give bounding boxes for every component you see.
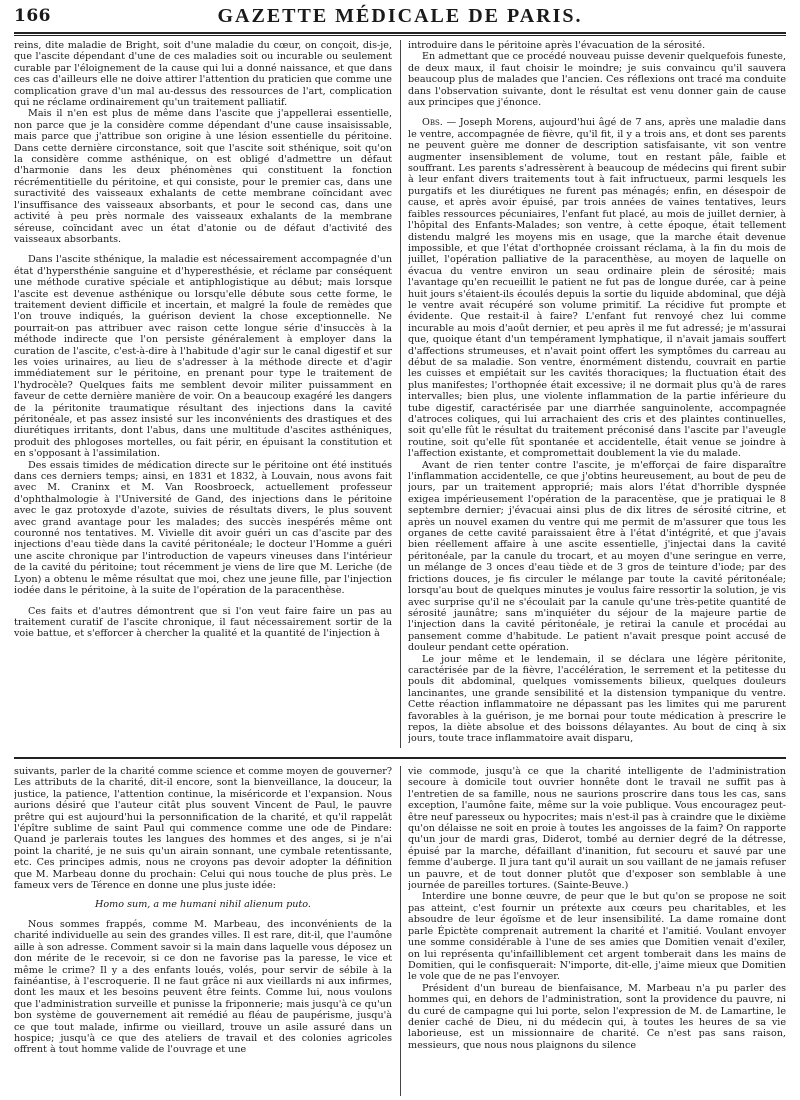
observation-label: Obs.: [422, 117, 443, 129]
article-column-left: [14, 40, 392, 748]
paragraph: Des essais timides de médication directe sur le péritoine ont été institués dans ces derniers temps; ainsi, en 1831 et 1832, à Louvain, nous avons fait avec M. Craninx et M. Van Roosbroeck, actuellement professeur d'ophthalmologie à l'Université de Gand, des injections dans le péritoine avec le gaz protoxyde d'azote, suivies de résultats divers, le plus souvent avec grand avantage pour les malades; des succès inespérés même ont couronné nos tentatives. M. Vivielle dit avoir guéri un cas d'ascite par des injections d'eau tiède dans la cavité péritonéale; le docteur l'Homme a guéri une ascite chronique par l'introduction de vapeurs vineuses dans l'intérieur de la cavité du péritoine; tout récemment je viens de lire que M. Leriche (de Lyon) a obtenu le même résultat que moi, chez une jeune fille, par l'injection iodée dans le péritoine, à la suite de l'opération de la paracenthèse.: [14, 459, 392, 597]
page-header: [14, 4, 786, 32]
page-number: 166: [14, 6, 51, 26]
paragraph: Avant de rien tenter contre l'ascite, je m'efforçai de faire disparaître l'inflammation accidentelle, ce que j'obtins heureusement, au bout de peu de jours, par un traitement approprié; mais alors l'état d'horrible dyspnée exigea impérieusement l'opération de la paracentèse, que je pratiquai le 8 septembre dernier; j'évacuai ainsi plus de dix litres de sérosité citrine, et après un nouvel examen du ventre qui me permit de m'assurer que tous les organes de cette cavité paraissaient être à l'état d'intégrité, et que j'avais bien réellement affaire à une ascite essentielle, j'injectai dans la cavité péritonéale, par la canule du trocart, et au moyen d'une seringue en verre, un mélange de 3 onces d'eau tiède et de 3 gros de teinture d'iode; par des frictions douces, je fis circuler le mélange par toute la cavité péritonéale; lorsqu'au bout de quelques minutes je voulus faire ressortir la solution, je vis avec surprise qu'il ne s'écoulait par la canule qu'une très-petite quantité de sérosité jaunâtre; sans m'inquiéter du séjour de la majeure partie de l'injection dans la cavité péritonéale, je retirai la canule et procédai au pansement comme d'habitude. Le patient n'avait presque point accusé de douleur pendant cette opération.: [408, 459, 786, 654]
section-divider: [14, 757, 786, 759]
paragraph: vie commode, jusqu'à ce que la charité intelligente de l'administration secoure à domicile tout ouvrier honnête dont le travail ne suffit pas à l'entretien de sa famille, nous ne saurions proscrire dans tous les cas, sans exception, l'aumône faite, même sur la voie publique. Vous encouragez peut-être neuf paresseux ou hypocrites; mais n'est-il pas à craindre que le dixième qu'on délaisse ne soit en proie à toutes les angoisses de la faim? On rapporte qu'un jour de mardi gras, Diderot, tombé au dernier degré de la détresse, épuisé par la marche, défaillant d'inanition, fut secouru et sauvé par une femme d'auberge. Il jura tant qu'il aurait un sou vaillant de ne jamais refuser un pauvre, et de tout donner plutôt que d'exposer son semblable à une journée de pareilles tortures. (Sainte-Beuve.): [408, 766, 786, 892]
column-divider: [400, 40, 401, 748]
observation-text: — Joseph Morens, aujourd'hui âgé de 7 ans, après une maladie dans le ventre, accompagnée de fièvre, qu'il fit, il y a trois ans, et dont ses parents ne peuvent guère me donner de description satisfaisante, vit son ventre augmenter insensiblement de volume, tout en restant pâle, faible et souffrant. Les parents s'adressèrent à beaucoup de médecins qui firent subir à leur enfant divers traitements tout à fait infructueux, parmi lesquels les purgatifs et les diurétiques ne furent pas ménagés; enfin, en désespoir de cause, et après avoir épuisé, par trois années de vaines tentatives, leurs faibles ressources pécuniaires, l'enfant fut placé, au mois de juillet dernier, à l'hôpital des Enfants-Malades; son ventre, à cette époque, était tellement distendu malgré les moyens mis en usage, que la marche était devenue impossible, et que l'état d'orthopnée croissant réclama, à la fin du mois de juillet, l'opération palliative de la paracenthèse, au moyen de laquelle on évacua du ventre environ un seau ordinaire plein de sérosité; mais l'avantage qu'en recueillit le patient ne fut pas de longue durée, car à peine huit jours s'étaient-ils écoulés depuis la sortie du liquide abdominal, que déjà le ventre avait récupéré son volume primitif. La récidive fut prompte et évidente. Que restait-il à faire? L'enfant fut renvoyé chez lui comme incurable au mois d'août dernier, et peu après il me fut adressé; je m'assurai que, quoique étant d'un tempérament lymphatique, il n'avait jamais souffert d'affections strumeuses, et n'avait point offert les symptômes du carreau au début de sa maladie. Son ventre, énormément distendu, couvrait en partie les cuisses et empiétait sur les cavités thoraciques; la fluctuation était des plus manifestes; l'orthopnée était excessive; il ne dormait plus qu'à de rares intervalles; bien plus, une violente inflammation de la partie inférieure du tube digestif, caractérisée par une diarrhée sanguinolente, accompagnée d'atroces coliques, qui lui arrachaient des cris et des plaintes continuelles, soit qu'elle fût le résultat du traitement préconisé dans l'ascite par l'aveugle routine, soit qu'elle fût spontanée et accidentelle, était venue se joindre à l'affection existante, et compromettait doublement la vie du malade.: [408, 117, 786, 460]
paragraph: Interdire une bonne œuvre, de peur que le but qu'on se propose ne soit pas atteint, c'est fournir un prétexte aux cœurs peu charitables, et les absoudre de leur égoïsme et de leur insensibilité. La dame romaine dont parle Épictète comprenait autrement la charité et l'amitié. Voulant envoyer une somme considérable à l'une de ses amies que Domitien venait d'exiler, on lui représenta qu'infailliblement cet argent tomberait dans les mains de Domitien, qui le confisquerait: N'importe, dit-elle, j'aime mieux que Domitien le vole que de ne pas l'envoyer.: [408, 891, 786, 983]
column-divider: [400, 766, 401, 1096]
paragraph: reins, dite maladie de Bright, soit d'une maladie du cœur, on conçoit, dis-je, que l'ascite dépendant d'une de ces maladies soit ou incurable ou seulement curable par l'éloignement de la cause qui lui a donné naissance, et que dans ces cas d'ailleurs elle ne doive attirer l'attention du praticien que comme une complication grave d'un mal au-dessus des ressources de l'art, complication qui ne réclame ordinairement qu'un traitement palliatif.: [14, 40, 392, 109]
paragraph: En admettant que ce procédé nouveau puisse devenir quelquefois funeste, de deux maux, il faut choisir le moindre; je suis convaincu qu'il sauvera beaucoup plus de malades que l'ancien. Ces réflexions ont tracé ma conduite dans l'observation suivante, dont le résultat est venu donner gain de cause aux principes que j'énonce.: [408, 51, 786, 109]
paragraph: Le jour même et le lendemain, il se déclara une légère péritonite, caractérisée par de la fièvre, l'accélération, le serrement et la petitesse du pouls dit abdominal, quelques vomissements bilieux, quelques douleurs lancinantes, une grande sensibilité et la distension tympanique du ventre. Cette réaction inflammatoire ne dépassant pas les limites qui me parurent favorables à la guérison, je me bornai pour toute médication à prescrire le repos, la diète absolue et des boissons délayantes. Au bout de cinq à six jours, toute trace inflammatoire avait disparu,: [408, 653, 786, 745]
paragraph: Mais il n'en est plus de même dans l'ascite que j'appellerai essentielle, non parce que je la considère comme dépendant d'une cause insaisissable, mais parce que j'attribue son origine à une lésion essentielle du péritoine. Dans cette dernière circonstance, soit que l'ascite soit sthénique, soit qu'on la considère comme asthénique, on est obligé d'admettre un défaut d'harmonie dans les deux phénomènes qui constituent la fonction récrémentitielle du péritoine, et qui consiste, pour le premier cas, dans une suractivité des vaisseaux exhalants de cette membrane coïncidant avec l'insuffisance des vaisseaux absorbants, et pour le second cas, dans une activité à peu près normale des vaisseaux exhalants de la membrane séreuse, coïncidant avec un état d'atonie ou de défaut d'activité des vaisseaux absorbants.: [14, 108, 392, 245]
latin-quote: Homo sum, a me humani nihil alienum puto.: [95, 899, 311, 911]
paragraph: Président d'un bureau de bienfaisance, M. Marbeau n'a pu parler des hommes qui, en dehors de l'administration, sont la providence du pauvre, ni du curé de campagne qui lui porte, selon l'expression de M. de Lamartine, le denier caché de Dieu, ni du médecin qui, à toutes les heures de sa vie laborieuse, est un missionnaire de charité. Ce n'est pas sans raison, messieurs, que nous nous plaignons du silence: [408, 982, 786, 1051]
observation-paragraph: [408, 117, 786, 459]
paragraph: suivants, parler de la charité comme science et comme moyen de gouverner? Les attributs de la charité, dit-il encore, sont la bienveillance, la douceur, la justice, la patience, l'attention continue, la miséricorde et l'expansion. Nous aurions désiré que l'auteur citât plus souvent Vincent de Paul, le pauvre prêtre qui est aujourd'hui la personnification de la charité, et qu'il rappelât l'épître sublime de saint Paul qui commence comme une ode de Pindare: Quand je parlerais toutes les langues des hommes et des anges, si je n'ai point la charité, je ne suis qu'un airain sonnant, une cymbale retentissante, etc. Ces principes admis, nous ne croyons pas devoir adopter la définition que M. Marbeau donne du prochain: Celui qui nous touche de plus près. Le fameux vers de Térence en donne une plus juste idée:: [14, 766, 392, 892]
article-column-right: [408, 40, 786, 748]
paragraph: Nous sommes frappés, comme M. Marbeau, des inconvénients de la charité individuelle au sein des grandes villes. Il est rare, dit-il, que l'aumône aille à son adresse. Comment savoir si la main dans laquelle vous déposez un don mérite de le recevoir, si ce don ne favorise pas la paresse, le vice et même le crime? Il y a des enfants loués, volés, pour servir de sébile à la fainéantise, à l'escroquerie. Il ne faut grâce ni aux vieillards ni aux infirmes, dont les maux et les besoins peuvent être feints. Comme lui, nous voulons que l'administration surveille et punisse la friponnerie; mais jusqu'à ce qu'un bon système de gouvernement ait remédié au fléau de paupérisme, jusqu'à ce que tout malade, infirme ou vieillard, trouve un asile assuré dans un hospice; jusqu'à ce que des ateliers de travail et des colonies agricoles offrent à tout homme valide de l'ouvrage et une: [14, 918, 392, 1056]
paragraph: Dans l'ascite sthénique, la maladie est nécessairement accompagnée d'un état d'hypersthénie sanguine et d'hyperesthésie, et réclame par conséquent une méthode curative spéciale et antiphlogistique au début; mais lorsque l'ascite est devenue asthénique ou lorsqu'elle débute sous cette forme, le traitement devient difficile et incertain, et malgré la foule de remèdes que l'on trouve indiqués, la guérison devient la chose exceptionnelle. Ne pourrait-on pas attribuer avec raison cette longue série d'insuccès à la méthode indirecte que l'on persiste généralement à employer dans la curation de l'ascite, c'est-à-dire à l'habitude d'agir sur le canal digestif et sur les voies urinaires, au lieu de s'adresser à la méthode directe et d'agir immédiatement sur le péritoine, en prenant pour type le traitement de l'hydrocèle? Quelques faits me semblent devoir militer puissamment en faveur de cette dernière manière de voir. On a beaucoup exagéré les dangers de la péritonite traumatique résultant des injections dans la cavité péritonéale, et pas assez insisté sur les inconvénients des drastiques et des diurétiques irritants, dont l'abus, dans une multitude d'ascites asthéniques, produit des phlogoses mortelles, ou fait périr, en épuisant la constitution et en s'opposant à l'assimilation.: [14, 254, 392, 460]
feuilleton-column-right: [408, 766, 786, 1096]
journal-title: GAZETTE MÉDICALE DE PARIS.: [217, 5, 583, 27]
paragraph: Ces faits et d'autres démontrent que si l'on veut faire faire un pas au traitement curatif de l'ascite chronique, il faut nécessairement sortir de la voie battue, et s'efforcer à chercher la qualité et la quantité de l'injection à: [14, 605, 392, 640]
paragraph: introduire dans le péritoine après l'évacuation de la sérosité.: [408, 40, 706, 51]
feuilleton-column-left: [14, 766, 392, 1096]
header-rule: [14, 32, 786, 36]
